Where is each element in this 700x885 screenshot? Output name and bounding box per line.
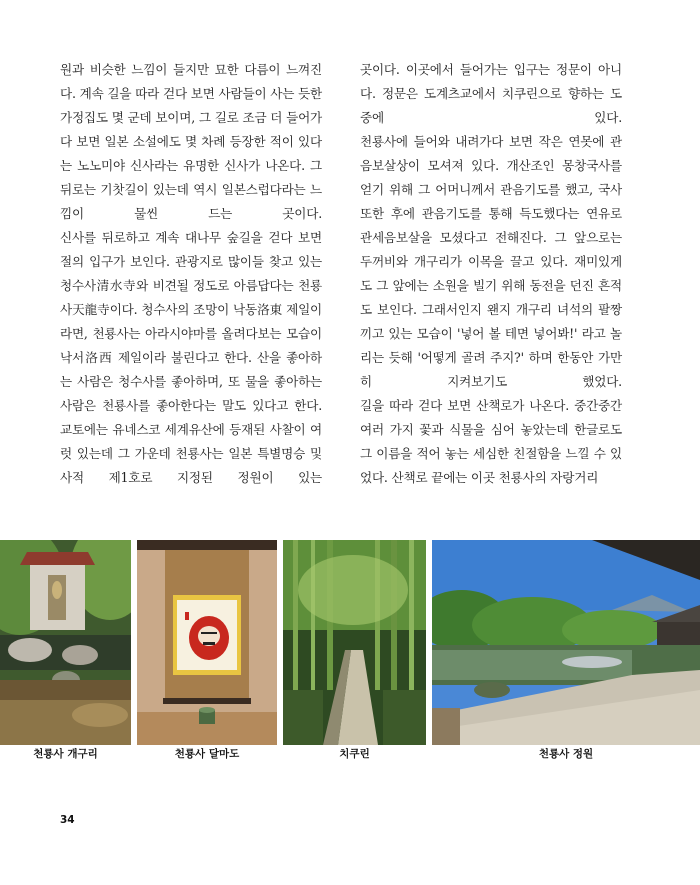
temple-frog-statue-photo <box>0 540 131 745</box>
photo-caption: 천룡사 개구리 <box>33 748 98 760</box>
body-paragraph: 곳이다. 이곳에서 들어가는 입구는 정문이 아니다. 정문은 도계츠교에서 치쿠린으로 향하는 도중에 있다. <box>360 62 622 125</box>
temple-garden-pond-photo <box>432 540 700 745</box>
right-text-column <box>360 58 622 490</box>
left-text-column <box>60 58 322 490</box>
body-paragraph: 신사를 뒤로하고 계속 대나무 숲길을 걷다 보면 절의 입구가 보인다. 관광지로 많이들 찾고 있는 청수사清水寺와 비견될 정도로 아름답다는 천룡사天龍寺이다. 청수사의 조망이 낙동洛東 제일이라면, 천룡사는 아라시야마를 올려다보는 모습이 낙서洛西 제일이라 불린다고 한다. 산을 좋아하는 사람은 청수사를 좋아하며, 또 물을 좋아하는 사람은 천룡사를 좋아한다는 말도 있다고 한다. 교토에는 유네스코 세계유산에 등재된 사찰이 여럿 있는데 그 가운데 천룡사는 일본 특별명승 및 사적 제1호로 지정된 정원이 있는 <box>60 230 322 485</box>
body-paragraph: 원과 비슷한 느낌이 들지만 묘한 다름이 느껴진다. 계속 길을 따라 걷다 보면 사람들이 사는 듯한 가정집도 몇 군데 보이며, 그 길로 조금 더 들어가다 보면 일본 소설에도 몇 차례 등장한 적이 있다는 노노미야 신사라는 유명한 신사가 나온다. 그 뒤로는 기찻길이 있는데 역시 일본스럽다라는 느낌이 물씬 드는 곳이다. <box>60 62 322 221</box>
body-paragraph: 천룡사에 들어와 내려가다 보면 작은 연못에 관음보살상이 모셔져 있다. 개산조인 몽창국사를 얻기 위해 그 어머니께서 관음기도를 했고, 국사 또한 후에 관음기도를 통해 득도했다는 연유로 관세음보살을 모셨다고 전해진다. 그 앞으로는 두꺼비와 개구리가 이목을 끌고 있다. 재미있게도 그 앞에는 소원을 빌기 위해 동전을 던진 흔적도 보인다. 그래서인지 왠지 개구리 녀석의 팔짱 끼고 있는 모습이 '넣어 볼 테면 넣어봐!' 라고 놀리는 듯해 '어떻게 골려 주지?' 하며 한동안 가만히 지켜보기도 했었다. <box>360 134 622 389</box>
photo-caption: 치쿠린 <box>339 748 370 760</box>
photo-caption: 천룡사 달마도 <box>174 748 240 760</box>
photo-strip <box>0 540 700 745</box>
daruma-scroll-photo <box>137 540 277 745</box>
page-number: 34 <box>60 814 75 826</box>
bamboo-forest-photo <box>283 540 426 745</box>
body-paragraph: 길을 따라 걷다 보면 산책로가 나온다. 중간중간 여러 가지 꽃과 식물을 심어 놓았는데 한글로도 그 이름을 적어 놓는 세심한 친절함을 느낄 수 있었다. 산책로 끝에는 이곳 천룡사의 자랑거리 <box>360 398 622 485</box>
photo-caption: 천룡사 정원 <box>538 748 594 760</box>
